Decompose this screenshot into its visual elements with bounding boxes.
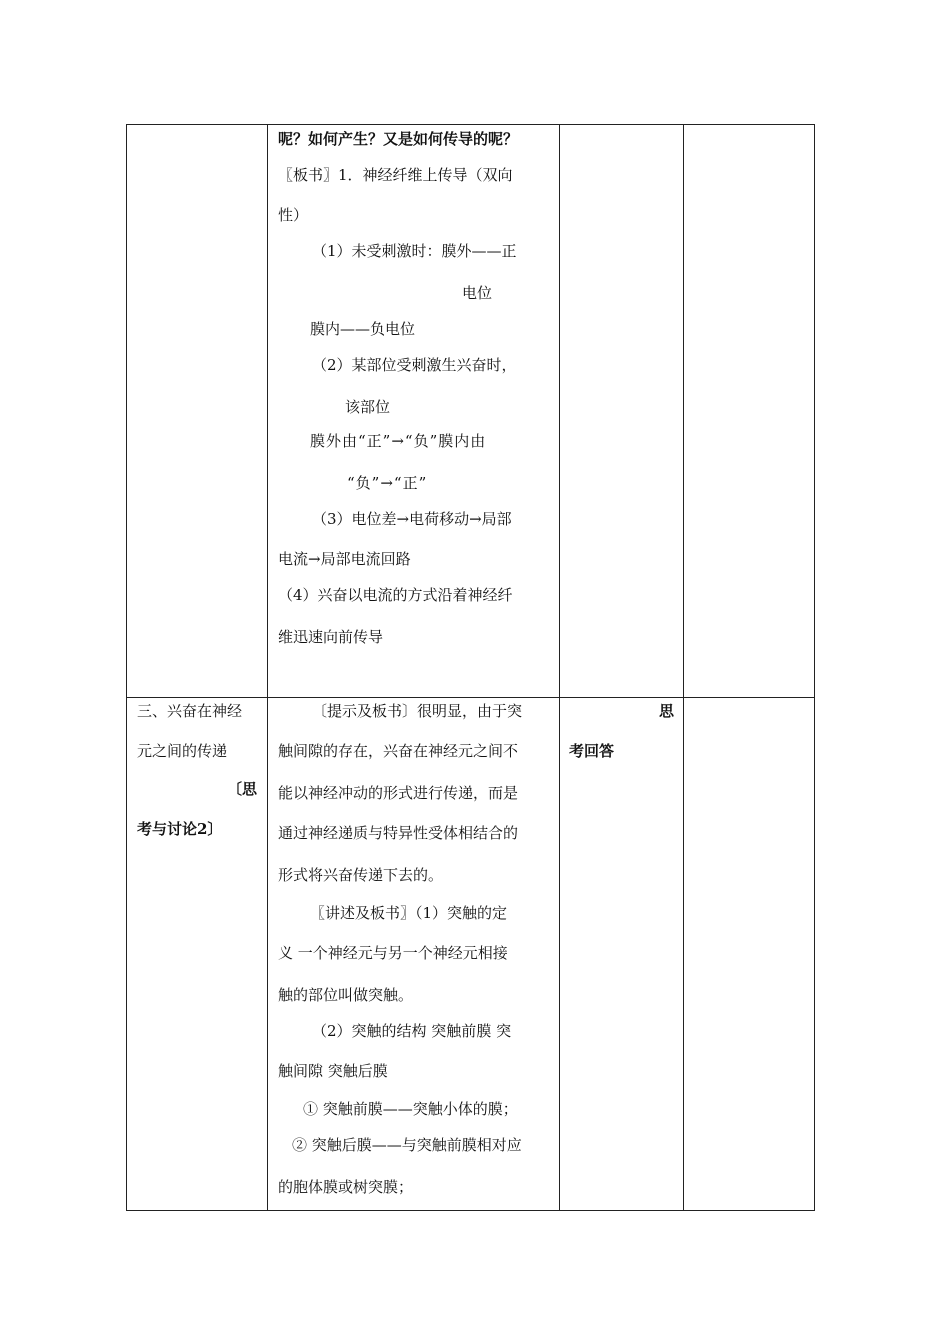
text-line: （4）兴奋以电流的方式沿着神经纤 [278, 586, 513, 604]
text-line: 维迅速向前传导 [278, 628, 384, 646]
text-line: 〔提示及板书〕很明显，由于突 [312, 702, 523, 720]
text-line: 元之间的传递 [137, 742, 228, 760]
column-divider [683, 125, 684, 1210]
text-line: 义 一个神经元与另一个神经元相接 [278, 944, 508, 962]
text-line: 电流→局部电流回路 [278, 550, 411, 568]
text-line: 触间隙的存在，兴奋在神经元之间不 [278, 742, 519, 760]
text-line: 考与讨论2〕 [137, 820, 223, 838]
text-line: 能以神经冲动的形式进行传递，而是 [278, 784, 519, 802]
text-line: ① 突触前膜——突触小体的膜； [303, 1100, 518, 1118]
text-line: 通过神经递质与特异性受体相结合的 [278, 824, 519, 842]
text-line: 性） [278, 206, 309, 224]
text-line: 该部位 [345, 398, 391, 416]
text-line: （1）未受刺激时：膜外——正 [312, 242, 517, 260]
text-line: 考回答 [569, 742, 615, 760]
text-line: “负”→“正” [347, 474, 428, 492]
text-line: ② 突触后膜——与突触前膜相对应 [292, 1136, 522, 1154]
text-line: 形式将兴奋传递下去的。 [278, 866, 444, 884]
text-line: （2）突触的结构 突触前膜 突 [312, 1022, 512, 1040]
lesson-table [126, 124, 815, 1211]
text-line: （3）电位差→电荷移动→局部 [312, 510, 512, 528]
text-line: 电位 [462, 284, 493, 302]
column-divider [559, 125, 560, 1210]
text-line: 的胞体膜或树突膜； [278, 1178, 414, 1196]
text-line: 〖板书〗1．神经纤维上传导（双向 [278, 166, 513, 184]
text-line: 触间隙 突触后膜 [278, 1062, 388, 1080]
column-divider [267, 125, 268, 1210]
text-line: 〔思 [227, 780, 258, 798]
text-line: 膜内——负电位 [310, 320, 416, 338]
text-line: 〖讲述及板书〗（1）突触的定 [310, 904, 508, 922]
text-line: 膜外由“正”→“负”膜内由 [310, 432, 487, 450]
text-line: 触的部位叫做突触。 [278, 986, 414, 1004]
row-divider [127, 697, 814, 698]
text-line: 三、兴奋在神经 [137, 702, 243, 720]
text-line: （2）某部位受刺激生兴奋时， [312, 356, 517, 374]
text-line: 呢？如何产生？又是如何传导的呢？ [278, 130, 519, 148]
text-line: 思 [659, 702, 675, 720]
